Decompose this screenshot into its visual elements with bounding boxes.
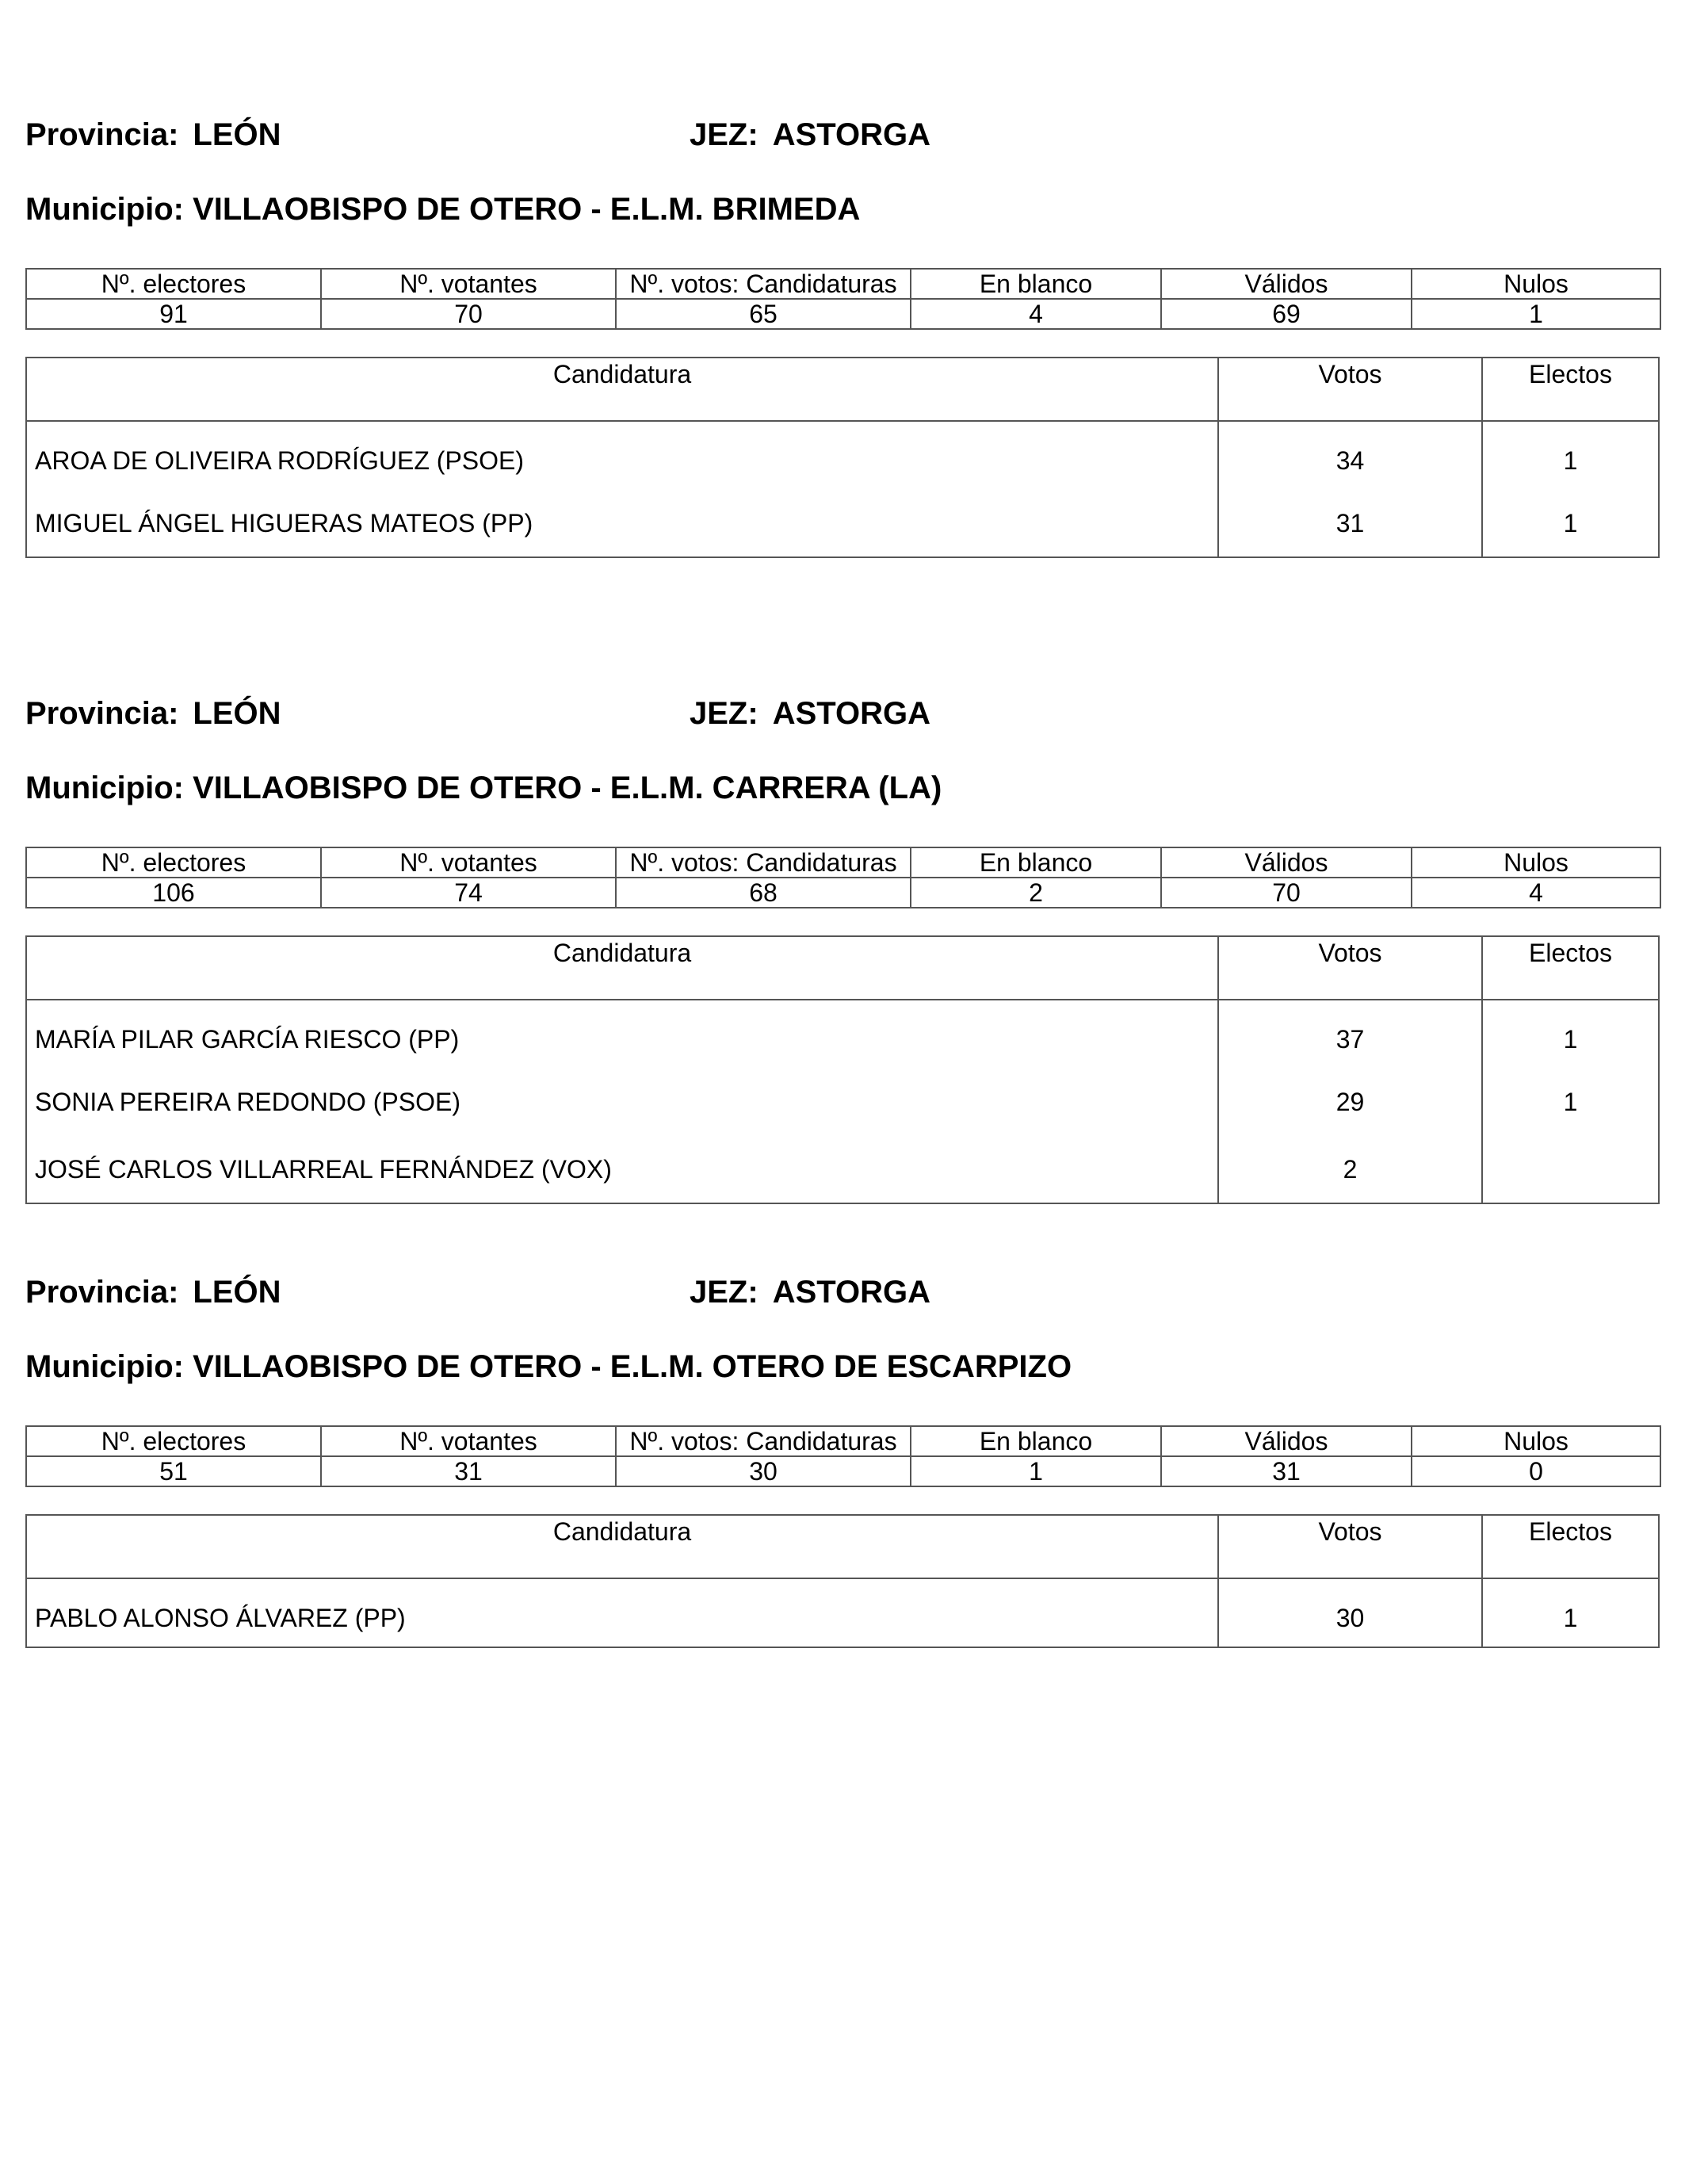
votos-candidaturas-header: Nº. votos: Candidaturas (616, 1426, 911, 1456)
jez-value: ASTORGA (772, 117, 930, 152)
votos-candidaturas-value: 68 (616, 878, 911, 908)
validos-value: 31 (1161, 1456, 1412, 1486)
votantes-value: 70 (321, 299, 616, 329)
candidates-header-row (26, 1515, 1659, 1578)
electores-header: Nº. electores (26, 1426, 321, 1456)
candidates-header-row (26, 936, 1659, 1000)
nulos-header: Nulos (1412, 269, 1660, 299)
stats-header-row (26, 1426, 1660, 1456)
electores-value: 91 (26, 299, 321, 329)
en-blanco-header: En blanco (911, 847, 1161, 878)
municipio-heading: Municipio: VILLAOBISPO DE OTERO - E.L.M. CARRERA (LA) (25, 771, 942, 805)
votantes-header: Nº. votantes (321, 269, 616, 299)
nulos-value: 0 (1412, 1456, 1660, 1486)
validos-value: 69 (1161, 299, 1412, 329)
candidate-name: SONIA PEREIRA REDONDO (PSOE) (26, 1068, 1218, 1135)
candidates-header-row (26, 358, 1659, 421)
validos-header: Válidos (1161, 269, 1412, 299)
votantes-header: Nº. votantes (321, 847, 616, 878)
votos-header: Votos (1218, 358, 1482, 421)
votantes-header: Nº. votantes (321, 1426, 616, 1456)
stats-value-row (26, 1456, 1660, 1486)
nulos-value: 4 (1412, 878, 1660, 908)
electores-value: 51 (26, 1456, 321, 1486)
electos-header: Electos (1482, 358, 1659, 421)
jez-heading: JEZ: ASTORGA (690, 117, 930, 152)
stats-value-row (26, 299, 1660, 329)
jez-value: ASTORGA (772, 696, 930, 731)
jez-heading: JEZ: ASTORGA (690, 696, 930, 731)
en-blanco-value: 4 (911, 299, 1161, 329)
en-blanco-value: 2 (911, 878, 1161, 908)
candidate-votos: 2 (1218, 1135, 1482, 1203)
stats-table (25, 847, 1661, 908)
stats-value-row (26, 878, 1660, 908)
en-blanco-header: En blanco (911, 1426, 1161, 1456)
provincia-heading: Provincia: LEÓN (25, 117, 281, 152)
electores-header: Nº. electores (26, 269, 321, 299)
nulos-value: 1 (1412, 299, 1660, 329)
candidate-electos: 1 (1482, 1000, 1659, 1068)
nulos-header: Nulos (1412, 1426, 1660, 1456)
en-blanco-header: En blanco (911, 269, 1161, 299)
candidate-votos: 31 (1218, 489, 1482, 557)
en-blanco-value: 1 (911, 1456, 1161, 1486)
candidate-votos: 37 (1218, 1000, 1482, 1068)
candidate-row (26, 1578, 1659, 1647)
municipio-value: VILLAOBISPO DE OTERO - E.L.M. BRIMEDA (193, 192, 861, 227)
stats-header-row (26, 847, 1660, 878)
candidate-votos: 34 (1218, 421, 1482, 489)
candidates-table (25, 357, 1660, 558)
electos-header: Electos (1482, 936, 1659, 1000)
candidate-electos: 1 (1482, 1578, 1659, 1647)
candidatura-header: Candidatura (26, 1515, 1218, 1578)
stats-table (25, 1425, 1661, 1487)
candidates-table (25, 1514, 1660, 1648)
candidate-name: MARÍA PILAR GARCÍA RIESCO (PP) (26, 1000, 1218, 1068)
provincia-heading: Provincia: LEÓN (25, 696, 281, 731)
candidate-name: JOSÉ CARLOS VILLARREAL FERNÁNDEZ (VOX) (26, 1135, 1218, 1203)
votos-candidaturas-value: 65 (616, 299, 911, 329)
votos-candidaturas-header: Nº. votos: Candidaturas (616, 269, 911, 299)
electores-header: Nº. electores (26, 847, 321, 878)
candidate-row (26, 1135, 1659, 1203)
candidate-electos: 1 (1482, 489, 1659, 557)
candidatura-header: Candidatura (26, 936, 1218, 1000)
validos-value: 70 (1161, 878, 1412, 908)
provincia-value: LEÓN (193, 1275, 281, 1310)
municipio-value: VILLAOBISPO DE OTERO - E.L.M. OTERO DE ESCARPIZO (193, 1349, 1072, 1384)
votantes-value: 74 (321, 878, 616, 908)
electos-header: Electos (1482, 1515, 1659, 1578)
validos-header: Válidos (1161, 847, 1412, 878)
provincia-heading: Provincia: LEÓN (25, 1275, 281, 1310)
candidate-electos: 1 (1482, 421, 1659, 489)
jez-value: ASTORGA (772, 1275, 930, 1310)
votos-header: Votos (1218, 936, 1482, 1000)
candidates-table (25, 935, 1660, 1204)
candidate-votos: 29 (1218, 1068, 1482, 1135)
stats-header-row (26, 269, 1660, 299)
votos-header: Votos (1218, 1515, 1482, 1578)
candidatura-header: Candidatura (26, 358, 1218, 421)
candidate-row (26, 1000, 1659, 1068)
jez-heading: JEZ: ASTORGA (690, 1275, 930, 1310)
municipio-value: VILLAOBISPO DE OTERO - E.L.M. CARRERA (LA) (193, 771, 942, 805)
candidate-row (26, 489, 1659, 557)
provincia-value: LEÓN (193, 117, 281, 152)
candidate-name: PABLO ALONSO ÁLVAREZ (PP) (26, 1578, 1218, 1647)
stats-table (25, 268, 1661, 330)
candidate-electos: 1 (1482, 1068, 1659, 1135)
municipio-heading: Municipio: VILLAOBISPO DE OTERO - E.L.M. OTERO DE ESCARPIZO (25, 1349, 1072, 1384)
nulos-header: Nulos (1412, 847, 1660, 878)
municipio-heading: Municipio: VILLAOBISPO DE OTERO - E.L.M. BRIMEDA (25, 192, 861, 227)
candidate-electos (1482, 1135, 1659, 1203)
votos-candidaturas-header: Nº. votos: Candidaturas (616, 847, 911, 878)
candidate-row (26, 421, 1659, 489)
electores-value: 106 (26, 878, 321, 908)
votantes-value: 31 (321, 1456, 616, 1486)
candidate-name: AROA DE OLIVEIRA RODRÍGUEZ (PSOE) (26, 421, 1218, 489)
votos-candidaturas-value: 30 (616, 1456, 911, 1486)
candidate-votos: 30 (1218, 1578, 1482, 1647)
validos-header: Válidos (1161, 1426, 1412, 1456)
candidate-name: MIGUEL ÁNGEL HIGUERAS MATEOS (PP) (26, 489, 1218, 557)
provincia-value: LEÓN (193, 696, 281, 731)
candidate-row (26, 1068, 1659, 1135)
